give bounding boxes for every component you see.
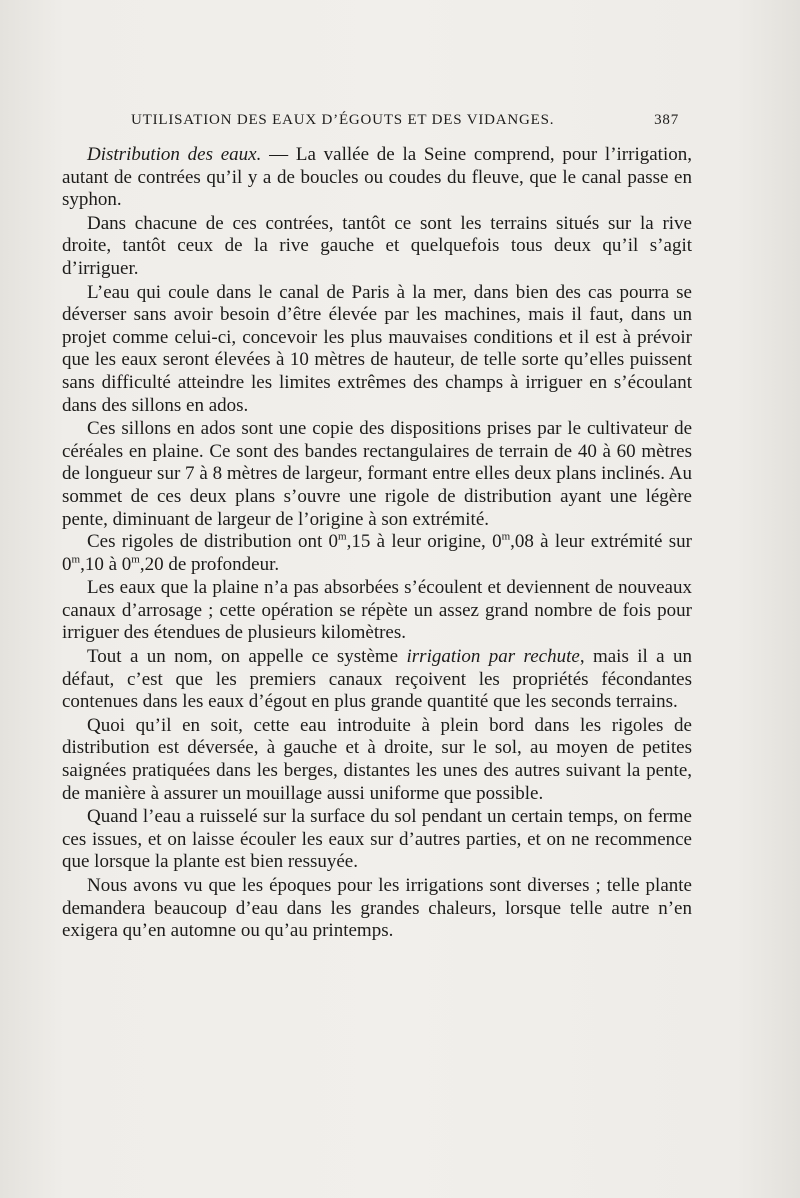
paragraph: Quoi qu’il en soit, cette eau introduite à plein bord dans les rigoles de distribution est déversée, à gauche et à droite, sur le sol, au moyen de petites saignées pratiquées dans les berges, distantes les unes des autres suivant la pente, de manière à assurer un mouillage aussi uniforme que possible. — [62, 714, 692, 804]
paragraph: Dans chacune de ces contrées, tantôt ce sont les terrains situés sur la rive droite, tantôt ceux de la rive gauche et quelquefois tous deux qu’il s’agit d’irriguer. — [62, 212, 692, 279]
text-run: Ces rigoles de distribution ont 0 — [87, 531, 339, 553]
text-run: , mais il a un défaut, c’est que les premiers canaux reçoivent les propriétés fécondantes contenues dans les eaux d’égout en plus grande quantité que les seconds terrains. — [62, 646, 692, 713]
paragraph: Les eaux que la plaine n’a pas absorbées s’écoulent et deviennent de nouveaux canaux d’arrosage ; cette opération se répète un assez grand nombre de fois pour irriguer des étendues de plusieurs kilomètres. — [62, 577, 692, 644]
paragraph: Nous avons vu que les époques pour les irrigations sont diverses ; telle plante demandera beaucoup d’eau dans les grandes chaleurs, lorsque telle autre n’en exigera qu’en automne ou qu’au printemps. — [62, 875, 692, 942]
emphasis: irrigation par rechute — [406, 646, 580, 668]
paragraph: L’eau qui coule dans le canal de Paris à la mer, dans bien des cas pourra se déverser sans avoir besoin d’être élevée par les machines, mais il faut, dans un projet comme celui-ci, concevoir les plus mauvaises conditions et il est à prévoir que les eaux seront élevées à 10 mètres de hauteur, de telle sorte qu’elles puissent sans difficulté atteindre les limites extrêmes des champs à irriguer en s’écoulant dans des sillons en ados. — [62, 281, 692, 416]
unit-superscript: m — [338, 530, 347, 543]
text-run: ,15 à leur origine, 0 — [346, 531, 502, 553]
text-run: ,20 de profondeur. — [139, 553, 280, 575]
running-title: UTILISATION DES EAUX D’ÉGOUTS ET DES VIDANGES. — [131, 112, 555, 128]
unit-superscript: m — [71, 553, 81, 566]
text-run: Tout a un nom, on appelle ce système — [87, 646, 407, 668]
running-header — [131, 112, 679, 129]
text-run: ,10 à 0 — [80, 553, 132, 575]
body-text — [62, 144, 692, 943]
paragraph-distribution — [62, 144, 692, 212]
paragraph-text: — La vallée de la Seine comprend, pour l’irrigation, autant de contrées qu’il y a de boucles ou coudes du fleuve, que le canal passe en syphon. — [62, 144, 692, 211]
paragraph: Ces sillons en ados sont une copie des dispositions prises par le cultivateur de céréales en plaine. Ce sont des bandes rectangulaires de terrain de 40 à 60 mètres de longueur sur 7 à 8 mètres de largeur, formant entre elles deux plans inclinés. Au sommet de ces deux plans s’ouvre une rigole de distribution ayant une légère pente, diminuant de largeur de l’origine à son extrémité. — [62, 418, 692, 530]
page-number: 387 — [654, 112, 679, 128]
unit-superscript: m — [131, 553, 140, 566]
section-heading: Distribution des eaux. — [87, 144, 262, 165]
text-run: ,08 à leur extrémité sur 0 — [62, 531, 693, 575]
unit-superscript: m — [501, 530, 511, 543]
paragraph-rechute — [62, 646, 692, 714]
paragraph: Quand l’eau a ruisselé sur la surface du sol pendant un certain temps, on ferme ces issues, et on laisse écouler les eaux sur d’autres parties, et on ne recommence que lorsque la plante est bien ressuyée. — [62, 806, 692, 873]
paragraph-dimensions — [62, 531, 692, 576]
